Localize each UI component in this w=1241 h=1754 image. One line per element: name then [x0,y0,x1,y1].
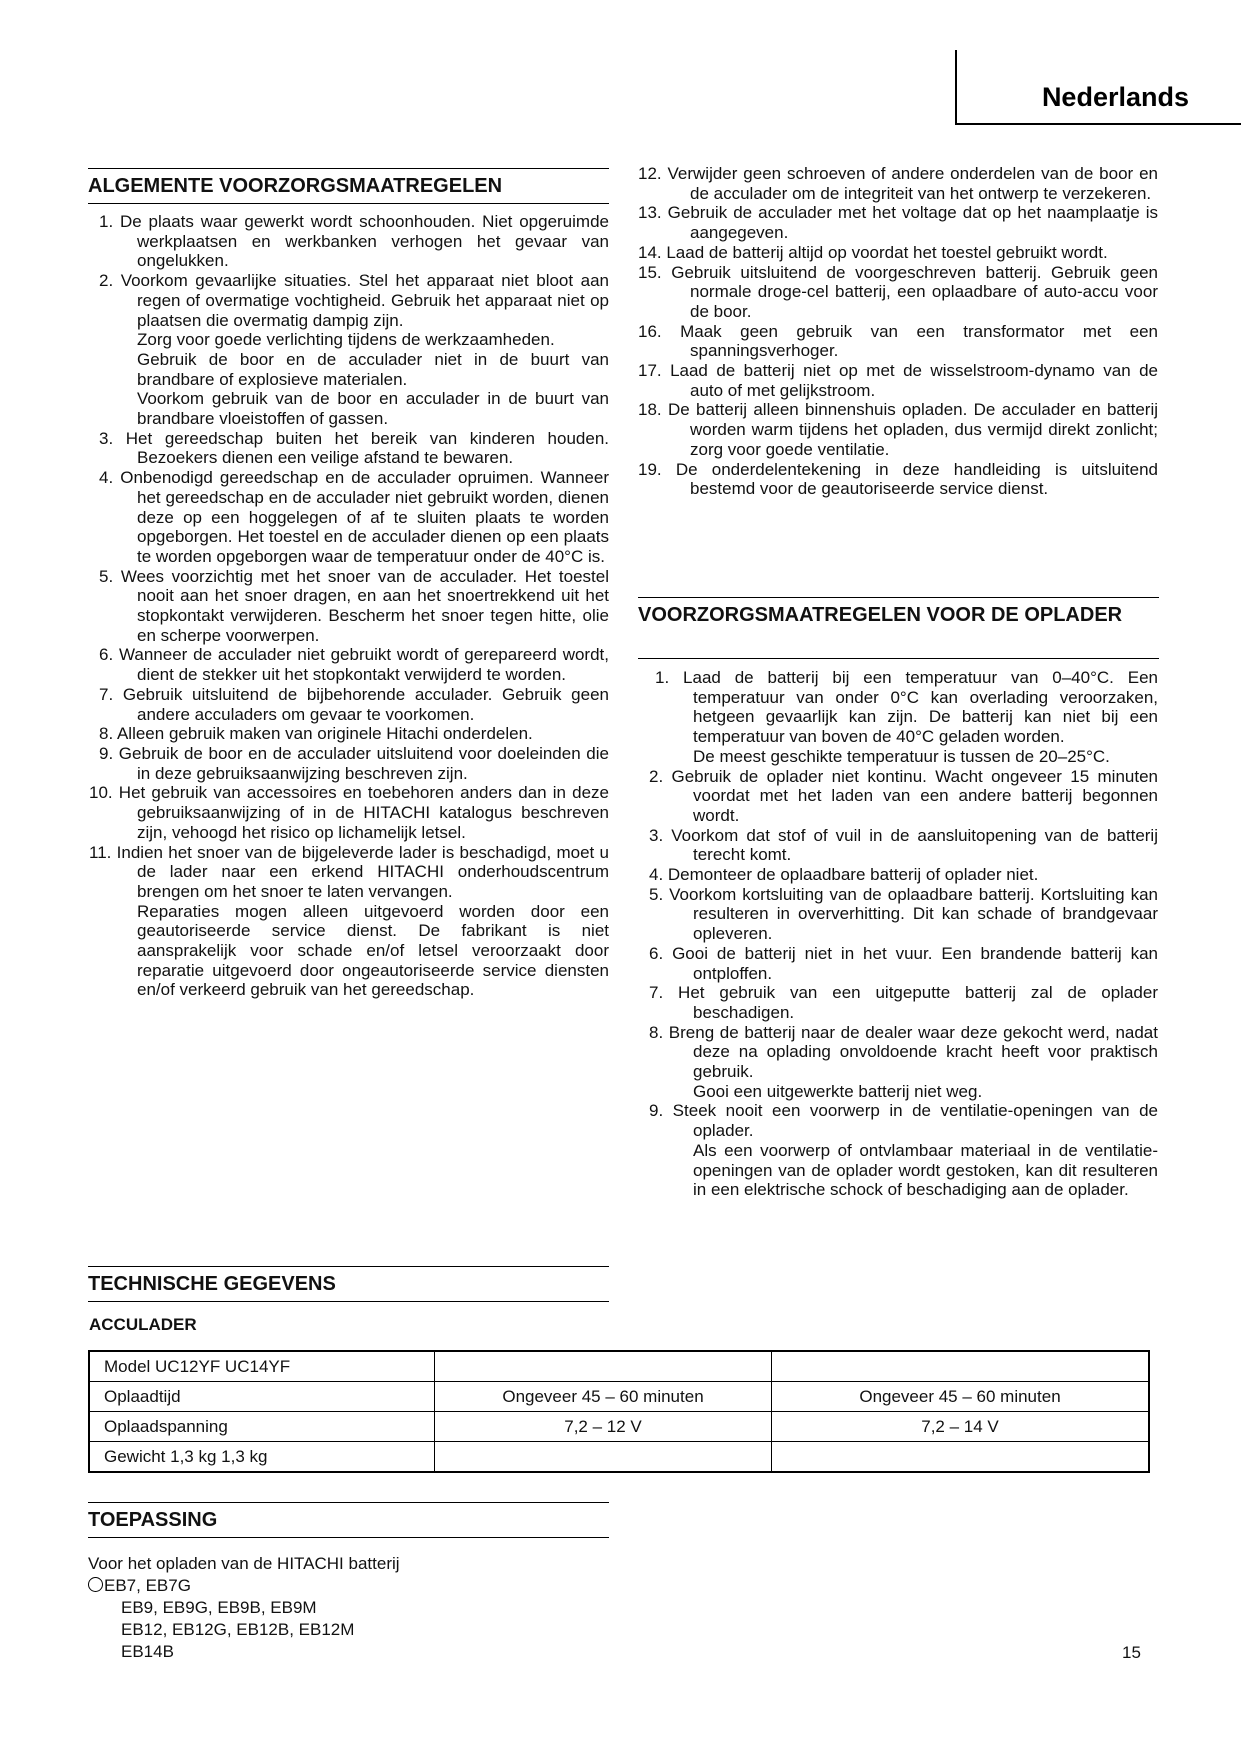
battery-line: EB9, EB9G, EB9B, EB9M [121,1598,317,1617]
charger-precautions-list [643,668,1158,1200]
table-row [89,1412,1149,1442]
list-item: Zorg voor goede verlichting tijdens de werkzaamheden. [137,330,555,350]
table-cell: Oplaadspanning [89,1412,435,1442]
list-item: 7. Het gebruik van een uitgeputte batterij zal de oplader beschadigen. [649,983,1158,1022]
table-cell: 7,2 – 14 V [772,1412,1150,1442]
table-cell: Oplaadtijd [89,1382,435,1412]
battery-line: EB14B [121,1642,174,1661]
list-item: 9. Steek nooit een voorwerp in de ventilatie-openingen van de oplader. [649,1101,1158,1141]
list-item: Gooi een uitgewerkte batterij niet weg. [693,1081,983,1101]
table-cell: 7,2 – 12 V [435,1412,772,1442]
general-precautions-list [89,212,609,1000]
list-item: 11. Indien het snoer van de bijgeleverde lader is beschadigd, moet u de lader naar een erkend HITACHI onderhoudscentrum brengen om het snoer te laten vervangen. [89,842,609,901]
list-item: Reparaties mogen alleen uitgevoerd worden door een geautoriseerde service dienst. De fabrikant is niet aansprakelijk voor schade en/of letsel veroorzaakt door reparatie uitgevoerd door ongeautoriseerde service diensten en/of verkeerd gebruik van het gereedschap. [137,901,609,1000]
page-number: 15 [1122,1643,1141,1662]
battery-line: EB12, EB12G, EB12B, EB12M [121,1620,355,1639]
application-intro: Voor het opladen van de HITACHI batterij [88,1554,400,1573]
spec-table [88,1350,1150,1473]
language-label: Nederlands [1041,82,1189,112]
list-item: Voorkom gebruik van de boor en acculader in de buurt van brandbare vloeistoffen of gassen. [137,389,609,429]
table-cell [435,1351,772,1382]
list-item: 3. Voorkom dat stof of vuil in de aansluitopening van de batterij terecht komt. [649,825,1158,865]
list-item: Gebruik de boor en de acculader niet in de buurt van brandbare of explosieve materialen. [137,349,609,389]
language-tab [955,50,1241,125]
list-item: 12. Verwijder geen schroeven of andere onderdelen van de boor en de acculader om de integriteit van het ontwerp te verzekeren. [638,164,1158,203]
list-item: 8. Breng de batterij naar de dealer waar deze gekocht werd, nadat deze na oplading onvoldoende kracht heeft voor praktisch gebruik. [649,1022,1158,1082]
battery-line [88,1575,400,1597]
table-cell [772,1351,1150,1382]
table-cell: Ongeveer 45 – 60 minuten [772,1382,1150,1412]
list-item: 15. Gebruik uitsluitend de voorgeschreven batterij. Gebruik geen normale droge-cel batterij, een oplaadbare of auto-accu voor de boor. [638,262,1158,321]
list-item: 3. Het gereedschap buiten het bereik van kinderen houden. Bezoekers dienen een veilige afstand te bewaren. [99,428,609,468]
list-item: 18. De batterij alleen binnenshuis opladen. De acculader en batterij worden warm tijdens het opladen, dus vermijd direkt zonlicht; zorg voor goede ventilatie. [638,400,1158,459]
list-item: 1. De plaats waar gewerkt wordt schoonhouden. Niet opgeruimde werkplaatsen en werkbanken verhogen het gevaar van ongelukken. [99,212,609,271]
list-item: 6. Wanneer de acculader niet gebruikt wordt of gerepareerd wordt, dient de stekker uit het stopkontakt verwijderd te worden. [99,645,609,685]
list-item: 6. Gooi de batterij niet in het vuur. Een brandende batterij kan ontploffen. [649,943,1158,983]
list-item: 19. De onderdelentekening in deze handleiding is uitsluitend bestemd voor de geautoriseerde service dienst. [638,459,1158,499]
charger-precautions-heading: VOORZORGSMAATREGELEN VOOR DE OPLADER [638,597,1159,659]
list-item: 16. Maak geen gebruik van een transformator met een spanningsverhoger. [638,321,1158,361]
table-cell [435,1442,772,1473]
table-row [89,1382,1149,1412]
list-item: 9. Gebruik de boor en de acculader uitsluitend voor doeleinden die in deze gebruiksaanwijzing beschreven zijn. [99,743,609,783]
list-item: 2. Gebruik de oplader niet kontinu. Wacht ongeveer 15 minuten voordat met het laden van een andere batterij begonnen wordt. [649,766,1158,825]
charger-subheading: ACCULADER [89,1315,197,1334]
list-item: 1. Laad de batterij bij een temperatuur van 0–40°C. Een temperatuur van onder 0°C kan overlading veroorzaken, hetgeen gevaarlijk kan zijn. De batterij kan niet bij een temperatuur van boven de 40°C geladen worden. [655,668,1158,747]
list-item: 17. Laad de batterij niet op met de wisselstroom-dynamo van de auto of met gelijkstroom. [638,361,1158,400]
list-item: 5. Wees voorzichtig met het snoer van de acculader. Het toestel nooit aan het snoer dragen, en aan het snoertrekkend uit het stopkontakt verwijderen. Bescherm het snoer tegen hitte, olie en scherpe voorwerpen. [99,566,609,645]
list-item: 7. Gebruik uitsluitend de bijbehorende acculader. Gebruik geen andere acculaders om gevaar te voorkomen. [99,684,609,724]
circle-bullet-icon [88,1577,103,1592]
general-precautions-list-continued [638,164,1158,499]
table-cell: Gewicht 1,3 kg 1,3 kg [89,1442,435,1473]
technical-data-heading: TECHNISCHE GEGEVENS [88,1266,609,1302]
list-item: 4. Onbenodigd gereedschap en de acculader opruimen. Wanneer het gereedschap en de acculader niet gebruikt worden, dienen deze op een hoggelegen of af te sluiten plaats te worden opgeborgen. Het toestel en de acculader dienen op een plaats te worden opgeborgen waar de temperatuur onder de 40°C is. [99,468,609,566]
table-row [89,1351,1149,1382]
table-cell [772,1442,1150,1473]
list-item: 4. Demonteer de oplaadbare batterij of oplader niet. [649,865,1039,885]
table-cell: Model UC12YF UC14YF [89,1351,435,1382]
application-text [88,1553,400,1663]
table-row [89,1442,1149,1473]
list-item: 13. Gebruik de acculader met het voltage dat op het naamplaatje is aangegeven. [638,203,1158,243]
list-item: 10. Het gebruik van accessoires en toebehoren anders dan in deze gebruiksaanwijzing of in de HITACHI katalogus beschreven zijn, vehoogd het risico op lichamelijk letsel. [89,783,609,842]
list-item: De meest geschikte temperatuur is tussen de 20–25°C. [693,746,1110,766]
battery-models: EB7, EB7G [104,1576,191,1595]
application-heading: TOEPASSING [88,1502,609,1538]
table-cell: Ongeveer 45 – 60 minuten [435,1382,772,1412]
list-item: Als een voorwerp of ontvlambaar materiaal in de ventilatie-openingen van de oplader wordt gestoken, kan dit resulteren in een elektrische schock of beschadiging aan de oplader. [693,1140,1158,1200]
list-item: 2. Voorkom gevaarlijke situaties. Stel het apparaat niet bloot aan regen of overmatige vochtigheid. Gebruik het apparaat niet op plaatsen die overmatig dampig zijn. [99,271,609,330]
list-item: 14. Laad de batterij altijd op voordat het toestel gebruikt wordt. [638,242,1108,262]
list-item: 5. Voorkom kortsluiting van de oplaadbare batterij. Kortsluiting kan resulteren in oververhitting. Dit kan schade of brandgevaar opleveren. [649,884,1158,944]
general-precautions-heading: ALGEMENTE VOORZORGSMAATREGELEN [88,168,609,204]
list-item: 8. Alleen gebruik maken van originele Hitachi onderdelen. [99,724,533,744]
